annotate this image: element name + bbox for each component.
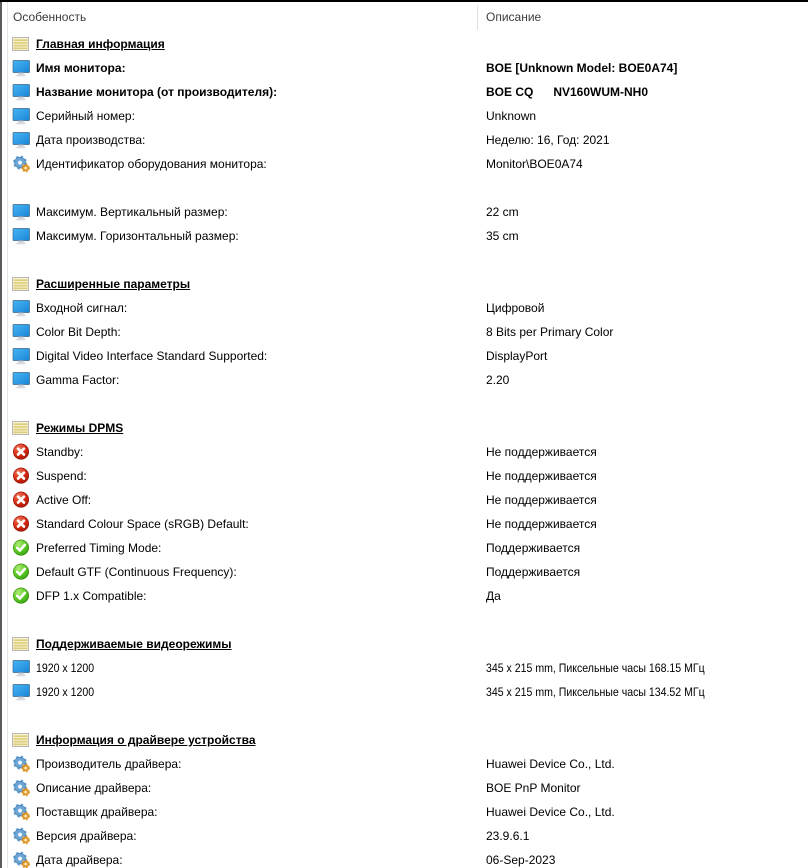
section-header-row[interactable] [0,632,808,656]
table-row[interactable] [0,488,808,512]
table-row[interactable] [0,584,808,608]
description-value: Не поддерживается [486,469,597,483]
description-value: 8 Bits per Primary Color [486,325,614,339]
monitor-icon [12,83,32,101]
monitor-icon [12,131,32,149]
table-row[interactable] [0,152,808,176]
table-row[interactable] [0,368,808,392]
cross-icon [12,515,32,533]
cross-icon [12,491,32,509]
feature-label: Active Off: [36,493,92,507]
description-value: Monitor\BOE0A74 [486,157,583,171]
spacer-row [0,608,808,632]
description-value: DisplayPort [486,349,548,363]
check-icon [12,587,32,605]
table-row[interactable] [0,200,808,224]
description-value: 23.9.6.1 [486,829,530,843]
description-value: Unknown [486,109,537,123]
check-icon [12,563,32,581]
monitor-icon [12,227,32,245]
table-row[interactable] [0,128,808,152]
description-value: Huawei Device Co., Ltd. [486,805,615,819]
notes-icon [12,35,32,53]
spacer-row [0,176,808,200]
table-row[interactable] [0,344,808,368]
section-title: Информация о драйвере устройства [36,733,256,747]
monitor-icon [12,659,32,677]
description-value: Неделю: 16, Год: 2021 [486,133,610,147]
feature-label: Suspend: [36,469,87,483]
feature-label: Максимум. Горизонтальный размер: [36,229,239,243]
column-header-description[interactable]: Описание [486,10,542,24]
cross-icon [12,443,32,461]
table-row[interactable] [0,560,808,584]
edid-list [0,32,808,868]
gears-icon [12,155,32,173]
check-icon [12,539,32,557]
gears-icon [12,803,32,821]
description-value: Поддерживается [486,565,581,579]
description-value: 06-Sep-2023 [486,853,556,867]
table-row[interactable] [0,656,808,680]
section-title: Главная информация [36,37,165,51]
feature-label: Описание драйвера: [36,781,152,795]
feature-label: Входной сигнал: [36,301,128,315]
feature-label: Поставщик драйвера: [36,805,158,819]
description-value: Не поддерживается [486,445,597,459]
feature-label: Standard Colour Space (sRGB) Default: [36,517,249,531]
table-row[interactable] [0,680,808,704]
feature-label: Серийный номер: [36,109,135,123]
description-value: Поддерживается [486,541,581,555]
column-divider[interactable] [477,5,478,30]
feature-label: Дата драйвера: [36,853,123,867]
notes-icon [12,419,32,437]
feature-label: Preferred Timing Mode: [36,541,162,555]
gears-icon [12,827,32,845]
description-value: 22 cm [486,205,519,219]
table-row[interactable] [0,824,808,848]
table-row[interactable] [0,104,808,128]
gears-icon [12,755,32,773]
feature-label: Максимум. Вертикальный размер: [36,205,228,219]
table-row[interactable] [0,296,808,320]
description-value: Не поддерживается [486,517,597,531]
feature-label: Дата производства: [36,133,146,147]
description-value: 35 cm [486,229,519,243]
feature-label: Производитель драйвера: [36,757,182,771]
feature-label: Standby: [36,445,84,459]
description-value: Цифровой [486,301,545,315]
monitor-icon [12,299,32,317]
description-value: 2.20 [486,373,510,387]
spacer-row [0,248,808,272]
spacer-row [0,704,808,728]
table-row[interactable] [0,320,808,344]
column-header-bar [0,2,808,32]
feature-label: Идентификатор оборудования монитора: [36,157,267,171]
section-header-row[interactable] [0,416,808,440]
table-row[interactable] [0,752,808,776]
section-header-row[interactable] [0,32,808,56]
gears-icon [12,851,32,868]
cross-icon [12,467,32,485]
monitor-icon [12,203,32,221]
table-row[interactable] [0,536,808,560]
monitor-icon [12,371,32,389]
description-value: Huawei Device Co., Ltd. [486,757,615,771]
section-title: Поддерживаемые видеорежимы [36,637,232,651]
notes-icon [12,635,32,653]
table-row[interactable] [0,56,808,80]
description-value: BOE PnP Monitor [486,781,581,795]
table-row[interactable] [0,80,808,104]
table-row[interactable] [0,224,808,248]
spacer-row [0,392,808,416]
monitor-icon [12,683,32,701]
monitor-icon [12,107,32,125]
notes-icon [12,731,32,749]
notes-icon [12,275,32,293]
feature-label: Default GTF (Continuous Frequency): [36,565,237,579]
section-header-row[interactable] [0,272,808,296]
description-value: BOE [Unknown Model: BOE0A74] [486,61,678,75]
feature-label: 1920 x 1200 [36,685,95,699]
description-value: 345 x 215 mm, Пиксельные часы 168.15 МГц [486,661,705,675]
description-value: 345 x 215 mm, Пиксельные часы 134.52 МГц [486,685,705,699]
section-title: Режимы DPMS [36,421,124,435]
description-value: BOE CQ NV160WUM-NH0 [486,85,649,99]
feature-label: Название монитора (от производителя): [36,85,278,99]
monitor-icon [12,347,32,365]
section-header-row[interactable] [0,728,808,752]
section-title: Расширенные параметры [36,277,191,291]
column-header-feature[interactable]: Особенность [13,10,87,24]
feature-label: Gamma Factor: [36,373,120,387]
feature-label: Имя монитора: [36,61,126,75]
table-row[interactable] [0,440,808,464]
table-row[interactable] [0,800,808,824]
feature-label: Color Bit Depth: [36,325,121,339]
feature-label: Digital Video Interface Standard Supported: [36,349,268,363]
description-value: Да [486,589,501,603]
table-row[interactable] [0,776,808,800]
monitor-icon [12,59,32,77]
table-row[interactable] [0,512,808,536]
feature-label: DFP 1.x Compatible: [36,589,147,603]
monitor-icon [12,323,32,341]
table-row[interactable] [0,464,808,488]
gears-icon [12,779,32,797]
description-value: Не поддерживается [486,493,597,507]
table-row[interactable] [0,848,808,868]
feature-label: 1920 x 1200 [36,661,95,675]
feature-label: Версия драйвера: [36,829,137,843]
